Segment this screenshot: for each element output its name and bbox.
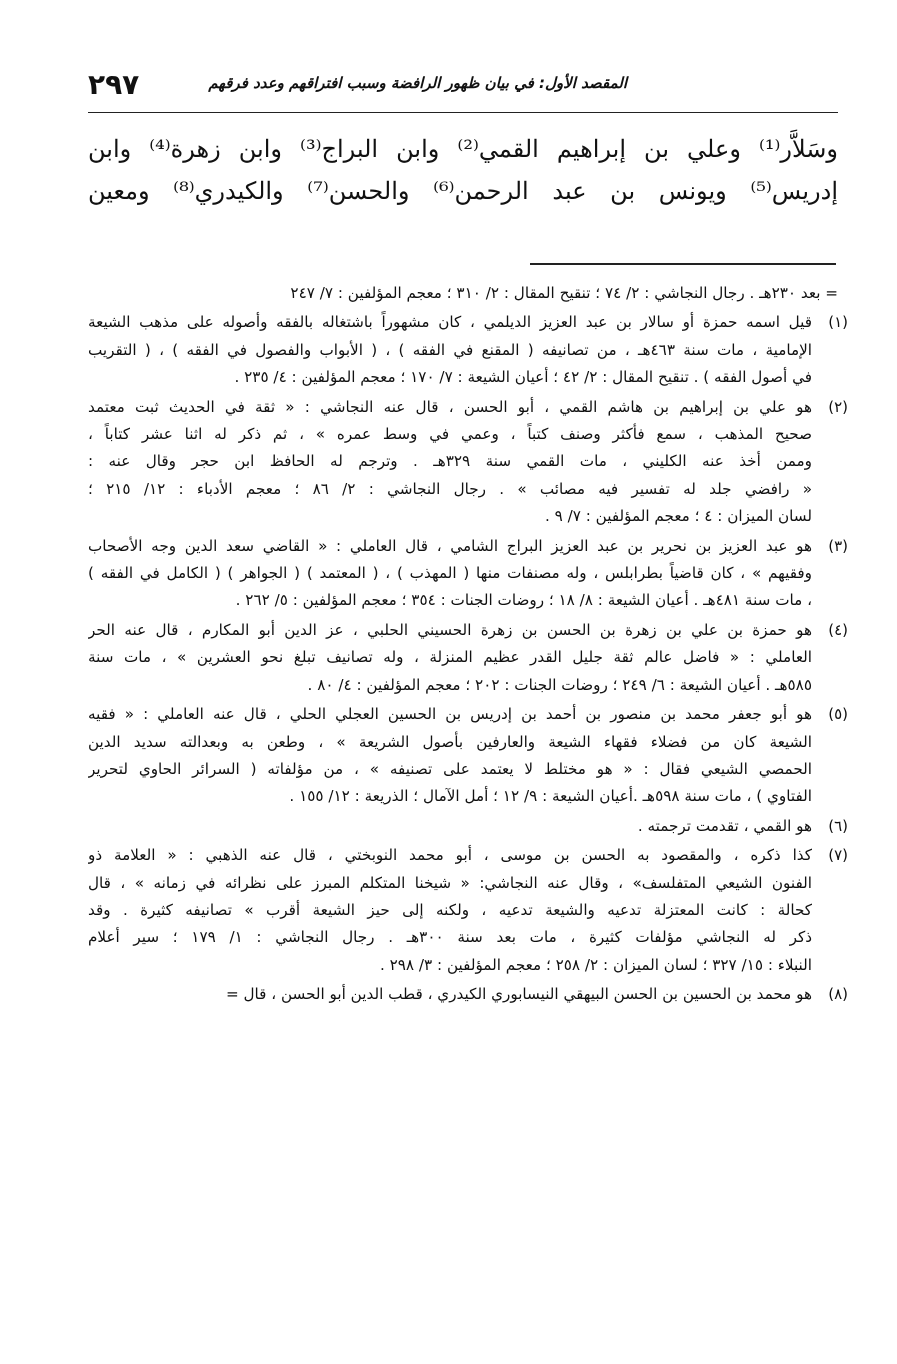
footnote (88, 309, 848, 391)
footnote-number: (٦) (828, 816, 848, 835)
footnote-line: « رافضي جلد له تفسير فيه مصائب » . رجال النجاشي : ٢/ ٨٦ ؛ معجم الأدباء : ١٢/ ٢١٥ ؛ (88, 479, 812, 498)
footnote (88, 617, 848, 699)
footnote-line: ٥٨٥هـ . أعيان الشيعة : ٦/ ٢٤٩ ؛ روضات الجنات : ٢٠٢ ؛ معجم المؤلفين : ٤/ ٨٠ . (307, 675, 812, 694)
footnote-text (88, 280, 838, 307)
footnote-line: العاملي : « فاضل عالم ثقة جليل القدر عظيم المنزلة ، وله تصانيف تبلغ نحو العشرين » ، مات سنة (88, 648, 812, 667)
footnote-line: هو علي بن إبراهيم بن هاشم القمي ، أبو الحسن ، قال عنه النجاشي : « ثقة في الحديث ثبت معتمد (88, 397, 812, 416)
footnote (88, 842, 848, 979)
footnote-number: (٤) (828, 620, 848, 639)
footnote-line: قيل اسمه حمزة أو سالار بن عبد العزيز الديلمي ، كان مشهوراً باشتغاله بالفقه وأصوله على مذهب الشيعة (88, 313, 812, 332)
footnote-number: (٣) (828, 536, 848, 555)
footnote-line: الحمصي الشيعي فقال : « هو مختلط لا يعتمد على تصنيفه » ، من مؤلفاته ( السرائر الحاوي لتحرير (88, 759, 812, 778)
footnote-line: هو حمزة بن علي بن زهرة بن الحسن بن زهرة الحسيني الحلبي ، عز الدين أبو المكارم ، قال عنه الحر (88, 620, 812, 639)
footnote-divider (530, 263, 836, 265)
footnote-line: وفقيهم » ، كان قاضياً بطرابلس ، وله مصنفات منها ( المهذب ) ، ( المعتمد ) ( الجواهر ) ( الكامل في الفقه ) (88, 564, 812, 583)
footnote (88, 701, 848, 811)
footnote-line: ، مات سنة ٤٨١هـ . أعيان الشيعة : ٨/ ١٨ ؛ روضات الجنات : ٣٥٤ ؛ معجم المؤلفين : ٥/ ٢٦٢ . (235, 591, 812, 610)
footnote-text (88, 617, 812, 699)
footnote-text (88, 981, 812, 1008)
footnote-text (88, 842, 812, 979)
footnote-line: هو عبد العزيز بن نحرير بن عبد العزيز البراج الشامي ، قال العاملي : « القاضي سعد الدين وجه الأصحاب (88, 536, 812, 555)
footnote-number: (٧) (828, 846, 848, 865)
footnote-line: صحيح المذهب ، سمع فأكثر وصنف كتباً ، وعمي في وسط عمره » ، ثم ذكر له اثنا عشر كتاباً ، (88, 425, 812, 444)
footnote-line: هو أبو جعفر محمد بن منصور بن أحمد بن إدريس بن الحسين العجلي الحلي ، قال عنه العاملي : « فقيه (88, 705, 812, 724)
footnote-line: هو محمد بن الحسين بن الحسن البيهقي النيسابوري الكيدري ، قطب الدين أبو الحسن ، قال = (225, 985, 812, 1004)
footnote-text (88, 309, 812, 391)
footnote-line: كذا ذكره ، والمقصود به الحسن بن موسى ، أبو محمد النوبختي ، قال عنه الذهبي : « العلامة ذو (88, 846, 812, 865)
footnote (88, 533, 848, 615)
footnote-line: = بعد ٢٣٠هـ . رجال النجاشي : ٢/ ٧٤ ؛ تنقيح المقال : ٢/ ٣١٠ ؛ معجم المؤلفين : ٧/ ٢٤٧ (290, 284, 838, 302)
footnote-text (88, 701, 812, 811)
footnote-line: الإمامية ، مات سنة ٤٦٣هـ ، من تصانيفه ( المقنع في الفقه ) ، ( الأبواب والفصول في الفقه ) ، ( التقريب (88, 340, 812, 359)
running-header-title: المقصد الأول: في بيان ظهور الرافضة وسبب افتراقهم وعدد فرقهم (208, 74, 627, 92)
footnote-text (88, 813, 812, 840)
footnote-text (88, 394, 812, 531)
footnote-number: (١) (828, 313, 848, 332)
footnote-text (88, 533, 812, 615)
footnote-line: ذكر له النجاشي مؤلفات كثيرة ، مات بعد سنة ٣٠٠هـ . رجال النجاشي : ١/ ١٧٩ ؛ سير أعلام (88, 928, 812, 947)
footnote (88, 280, 848, 307)
footnote-line: الفنون الشيعي المتفلسف» ، وقال عنه النجاشي: « شيخنا المتكلم المبرز على نظرائه في زمانه » ، قال (88, 873, 812, 892)
footnote-line: الفتاوي ) ، مات سنة ٥٩٨هـ .أعيان الشيعة : ٩/ ١٢ ؛ أمل الآمال ؛ الذريعة : ١٢/ ١٥٥ . (289, 787, 812, 806)
footnote-line: النبلاء : ١٥/ ٣٢٧ ؛ لسان الميزان : ٢/ ٢٥٨ ؛ معجم المؤلفين : ٣/ ٢٩٨ . (379, 955, 812, 974)
footnote (88, 981, 848, 1008)
footnote-line: في أصول الفقه ) . تنقيح المقال : ٢/ ٤٢ ؛ أعيان الشيعة : ٧/ ١٧٠ ؛ معجم المؤلفين : ٤/ ٢٣٥ . (234, 368, 812, 387)
footnote-line: هو القمي ، تقدمت ترجمته . (637, 816, 812, 835)
footnote-line: لسان الميزان : ٤ ؛ معجم المؤلفين : ٧/ ٩ . (544, 507, 812, 526)
footnote-line: كحالة : كانت المعتزلة تدعيه والشيعة تدعيه ، ولكنه إلى حيز الشيعة أقرب » تصانيفه كثيرة . وقد (88, 900, 812, 919)
main-text-block (88, 128, 838, 212)
footnote-number: (٢) (828, 397, 848, 416)
footnote (88, 394, 848, 531)
footnote (88, 813, 848, 840)
footnote-number: (٥) (828, 705, 848, 724)
main-text-line: إدريس⁽⁵⁾ ويونس بن عبد الرحمن⁽⁶⁾ والحسن⁽⁷⁾ والكيدري⁽⁸⁾ ومعين (88, 177, 838, 205)
footnote-number: (٨) (828, 985, 848, 1004)
main-text-line: وسَلاَّر⁽¹⁾ وعلي بن إبراهيم القمي⁽²⁾ وابن البراج⁽³⁾ وابن زهرة⁽⁴⁾ وابن (88, 135, 839, 163)
footnote-line: الشيعة كان من فضلاء فقهاء الشيعة والعارفين بأصول الشريعة » ، وطعن به وبعدالته سديد الدين (88, 732, 812, 751)
page-number: ٢٩٧ (88, 68, 140, 101)
footnotes-block (88, 280, 848, 1011)
footnote-line: وممن أخذ عنه الكليني ، مات القمي سنة ٣٢٩هـ . وترجم له الحافظ ابن حجر وقال عنه : (88, 452, 812, 471)
header-divider (88, 112, 838, 113)
